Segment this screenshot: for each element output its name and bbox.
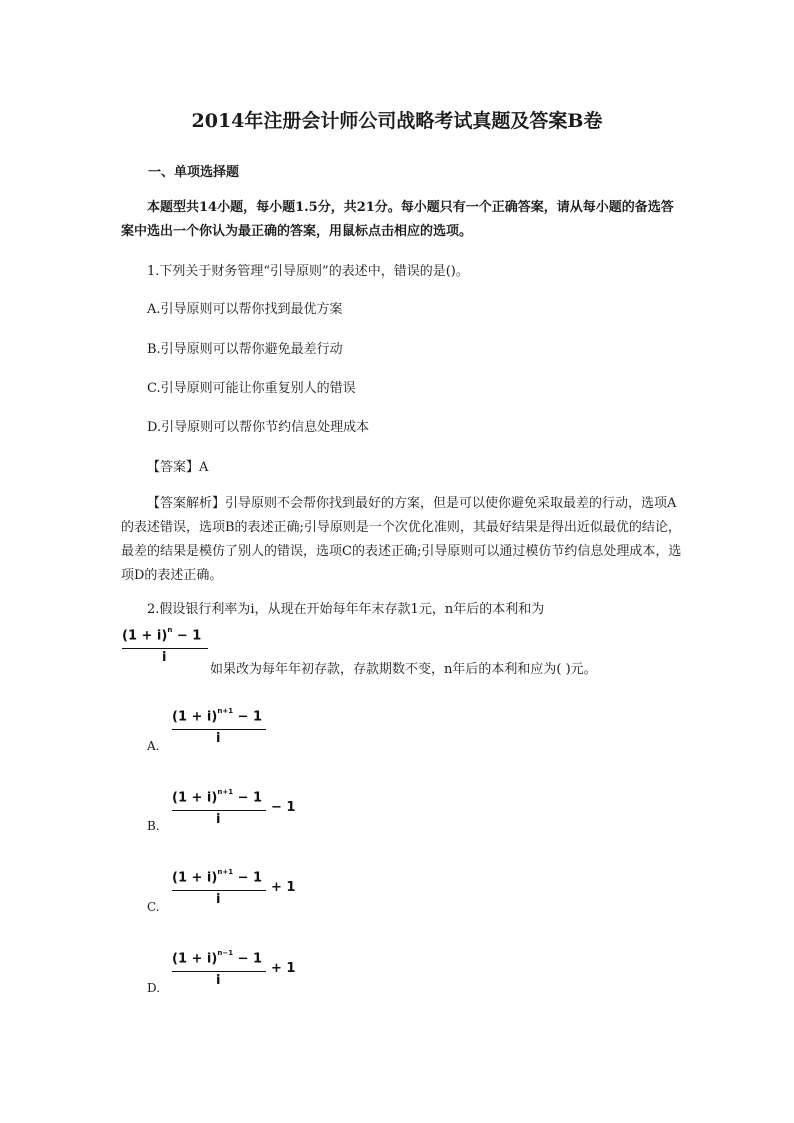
question-1-stem: 1.下列关于财务管理“引导原则”的表述中，错误的是()。 [147,264,469,279]
question-2-option-d-label: D. [147,981,161,995]
formula-denominator: i [162,650,167,665]
section-heading: 一、单项选择题 [148,165,240,180]
question-2-formula [122,628,212,672]
formula-numerator: $(1 + i)^n - 1$ [122,626,202,644]
page-title: 2014年注册会计师公司战略考试真题及答案B卷 [191,110,603,132]
question-1-analysis [121,492,683,588]
question-1-option-c: C.引导原则可能让你重复别人的错误 [147,381,356,396]
question-2-option-b-formula: $(1 + i)^{n+1} - 1$ i − 1 [172,788,296,827]
instructions-text: 本题型共14小题，每小题1.5分，共21分。每小题只有一个正确答案，请从每小题的备选答案中选出一个你认为最正确的答案，用鼠标点击相应的选项。 [121,200,674,239]
question-1-analysis-text: 【答案解析】引导原则不会帮你找到最好的方案，但是可以使你避免采取最差的行动，选项A的表述错误，选项B的表述正确;引导原则是一个次优化准则，其最好结果是得出近似最优的结论，最差的结果是模仿了别人的错误，选项C的表述正确;引导原则可以通过模仿节约信息处理成本，选项D的表述正确。 [121,496,682,583]
question-1-option-b: B.引导原则可以帮你避免最差行动 [147,342,343,357]
question-1-answer: 【答案】A [147,460,209,475]
question-2-option-d-formula: $(1 + i)^{n-1} - 1$ i + 1 [172,949,296,988]
question-1-option-a: A.引导原则可以帮你找到最优方案 [147,302,343,317]
fraction-bar [172,890,266,891]
fraction-bar [172,729,266,730]
question-2-option-c-formula: $(1 + i)^{n+1} - 1$ i + 1 [172,868,296,907]
question-2-stem-continued: 如果改为每年年初存款，存款期数不变，n年后的本利和应为( )元。 [210,662,597,677]
question-2-option-a-formula: $(1 + i)^{n+1} - 1$ i [172,709,282,753]
fraction-bar [172,971,266,972]
question-1-option-d: D.引导原则可以帮你节约信息处理成本 [147,420,370,435]
instructions [121,196,681,244]
fraction-bar [122,648,208,649]
question-2-option-c-label: C. [147,900,160,914]
question-2-option-b-label: B. [147,819,160,833]
question-2-stem: 2.假设银行利率为i，从现在开始每年年末存款1元，n年后的本利和为 [147,602,545,617]
fraction-bar [172,810,266,811]
question-2-option-a-label: A. [147,739,160,753]
